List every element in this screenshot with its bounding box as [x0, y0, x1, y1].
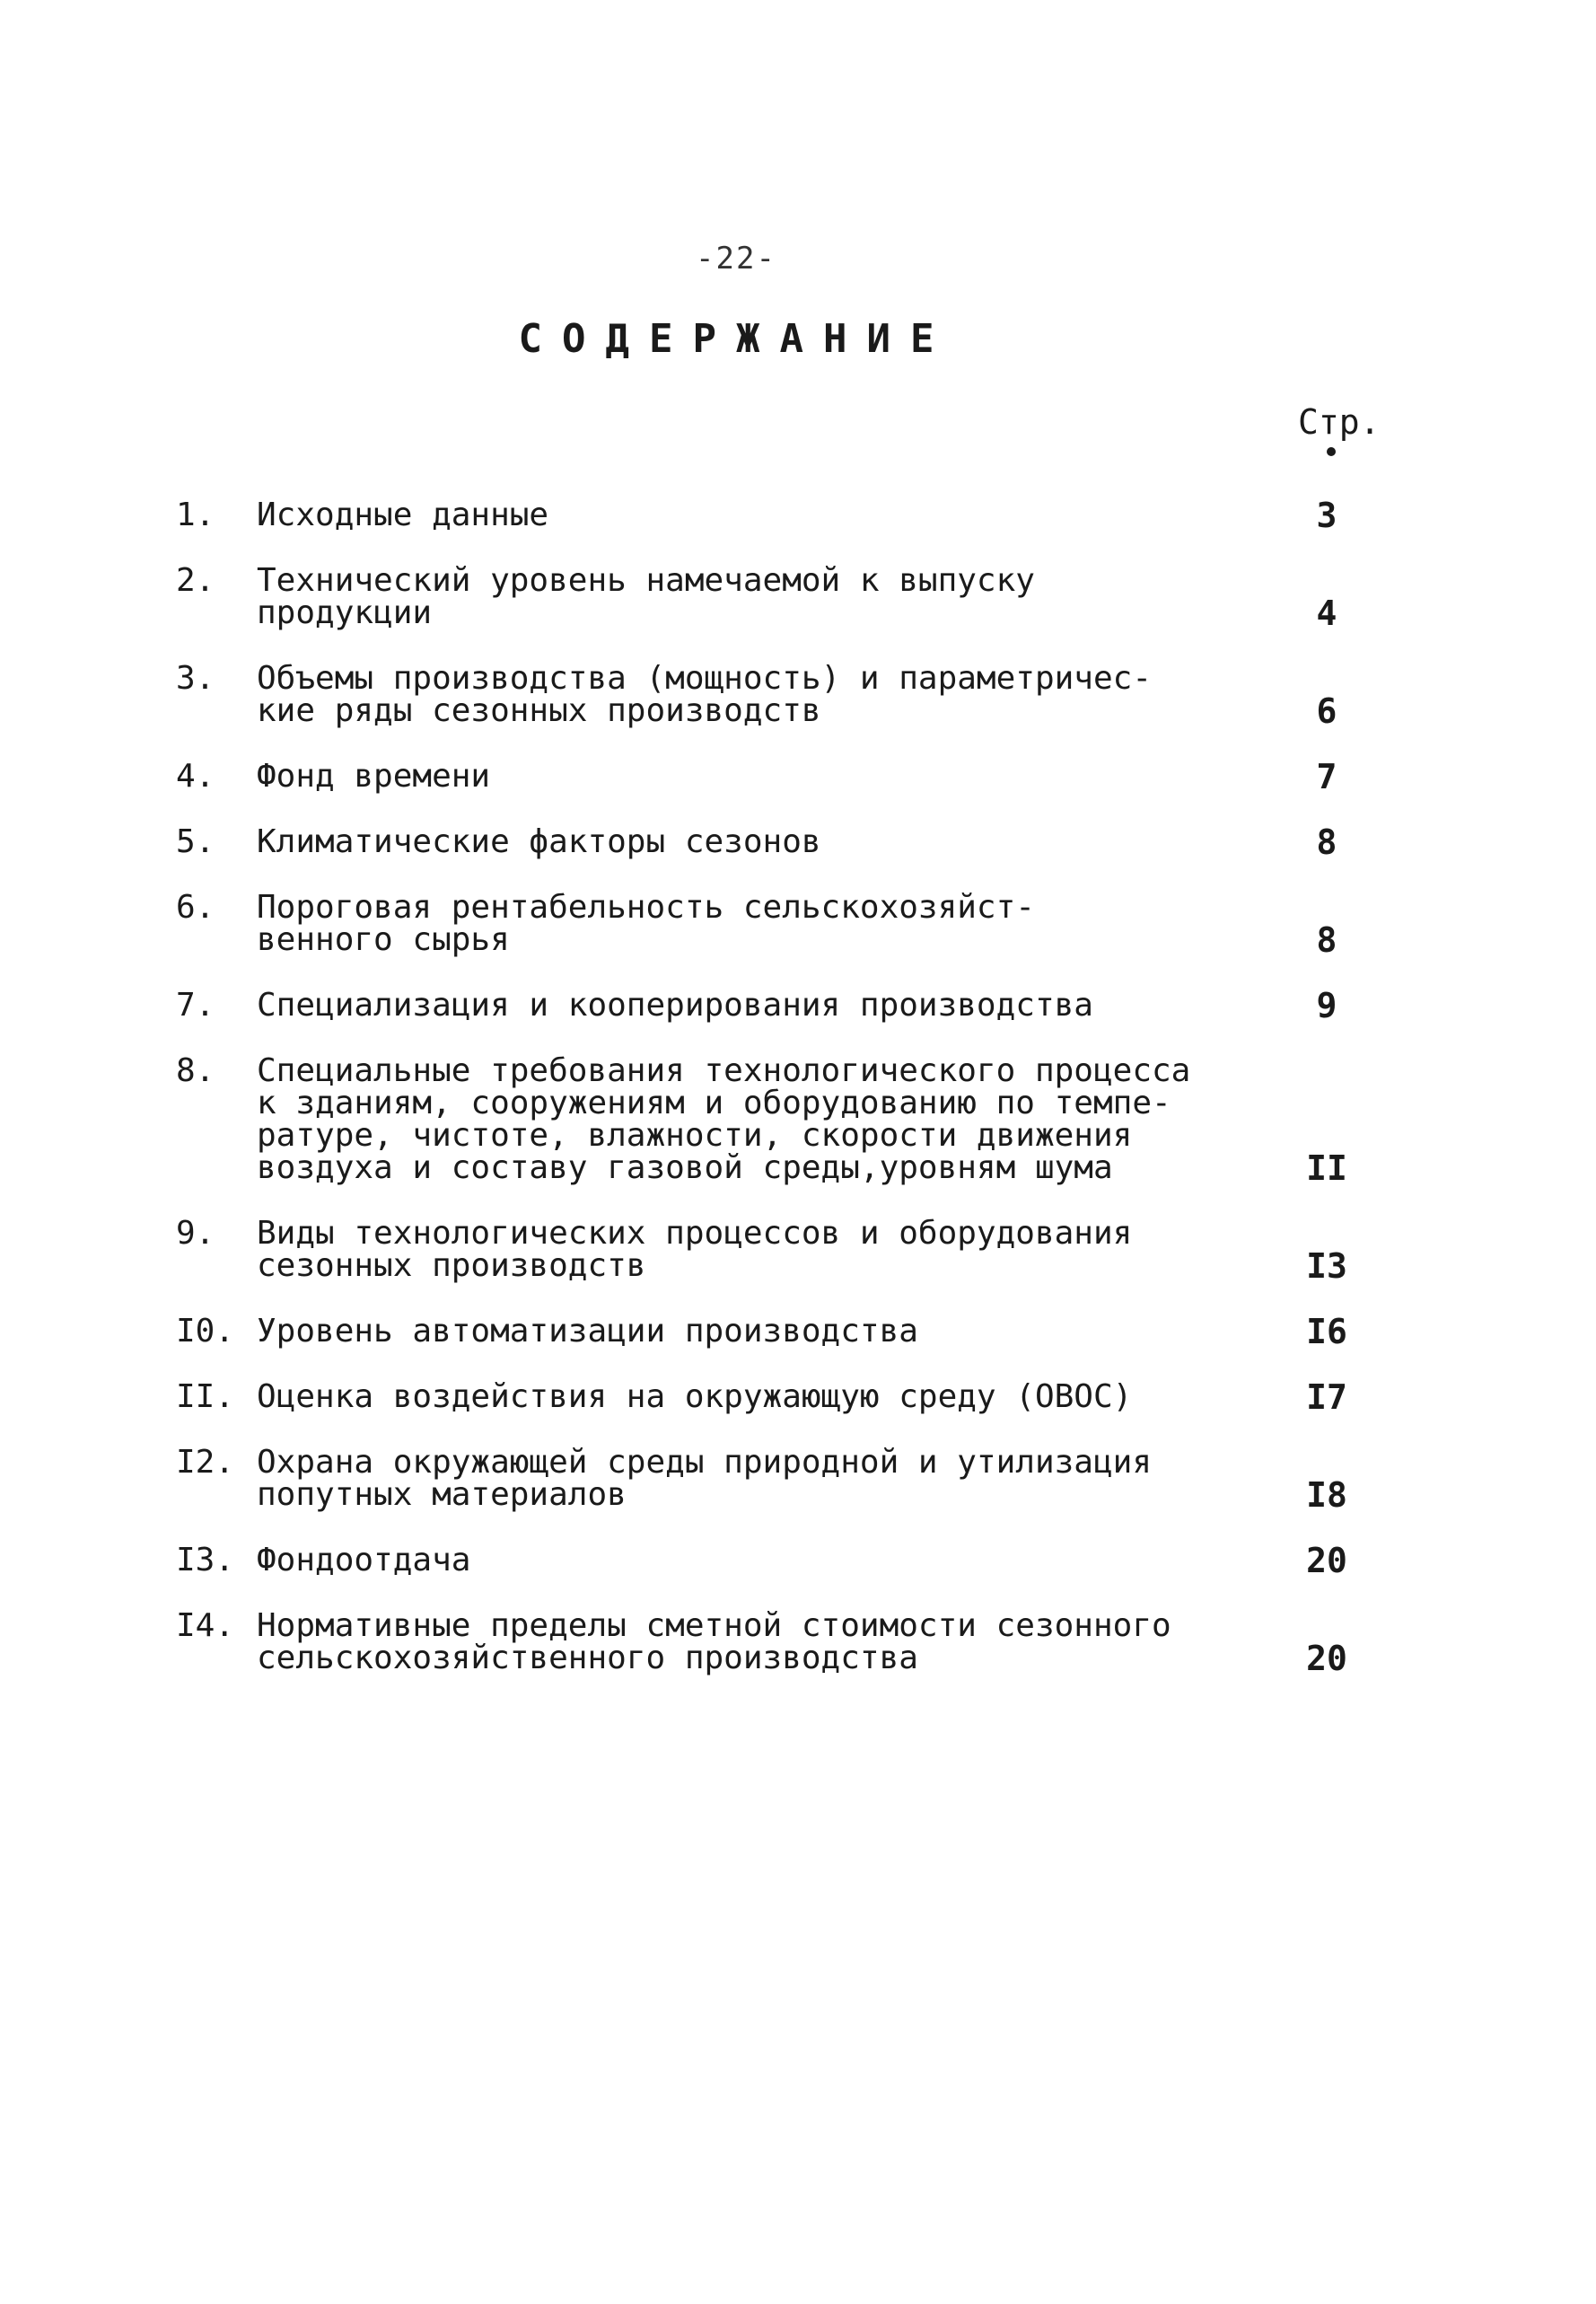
toc-entry-page: 20: [1306, 1541, 1347, 1580]
toc-entry-number: 7.: [176, 987, 215, 1024]
toc-entry-page: 20: [1306, 1639, 1347, 1678]
toc-entry-page: II: [1306, 1148, 1347, 1188]
toc-entry-number: I0.: [176, 1313, 235, 1350]
toc-entry-number: 2.: [176, 562, 215, 599]
toc-entry-page: I7: [1306, 1377, 1347, 1417]
toc-entry-page: 7: [1316, 757, 1337, 796]
toc-entry: [0, 660, 1596, 731]
toc-entry-page: I6: [1306, 1312, 1347, 1351]
toc-entry-number: 3.: [176, 660, 215, 697]
toc-entry-page: 9: [1316, 986, 1337, 1025]
toc-entry-page: I3: [1306, 1246, 1347, 1286]
toc-entry-number: I2.: [176, 1444, 235, 1481]
toc-entry: [0, 1312, 1596, 1351]
toc-entry-title: Специальные требования технологического процесса к зданиям, сооружениям и оборудованию по темпе- ратуре, чистоте, влажности, скорости движения воздуха и составу газовой среды,уровням шума: [257, 1052, 1191, 1186]
toc-entry-number: 6.: [176, 889, 215, 926]
toc-entry: [0, 1444, 1596, 1515]
toc-entry-title: Технический уровень намечаемой к выпуску продукции: [257, 562, 1035, 631]
toc-entry-page: 8: [1316, 920, 1337, 960]
toc-entry: [0, 496, 1596, 535]
dot-mark: [1327, 447, 1336, 456]
toc-entry-number: I4.: [176, 1607, 235, 1644]
page-title: СОДЕРЖАНИЕ: [518, 316, 954, 362]
toc-entry-page: I8: [1306, 1475, 1347, 1515]
toc-entry-number: II.: [176, 1378, 235, 1415]
table-of-contents: [0, 496, 1596, 1708]
toc-entry-title: Фондоотдача: [257, 1542, 471, 1579]
toc-entry-title: Охрана окружающей среды природной и утилизация попутных материалов: [257, 1444, 1152, 1513]
toc-entry: [0, 822, 1596, 862]
toc-entry-title: Оценка воздействия на окружающую среду (ОВОС): [257, 1378, 1133, 1415]
toc-entry: [0, 1541, 1596, 1580]
toc-entry-title: Объемы производства (мощность) и параметричес- кие ряды сезонных производств: [257, 660, 1152, 729]
toc-entry-page: 4: [1316, 594, 1337, 633]
toc-entry: [0, 889, 1596, 960]
toc-entry-page: 6: [1316, 691, 1337, 731]
toc-entry-number: 5.: [176, 823, 215, 860]
page-column-header: Стр.: [1298, 402, 1381, 442]
toc-entry-number: I3.: [176, 1542, 235, 1579]
toc-entry: [0, 1607, 1596, 1678]
toc-entry: [0, 1052, 1596, 1188]
toc-entry: [0, 562, 1596, 633]
toc-entry-title: Исходные данные: [257, 497, 549, 533]
toc-entry-title: Виды технологических процессов и оборудования сезонных производств: [257, 1215, 1133, 1284]
toc-entry-number: 9.: [176, 1215, 215, 1252]
toc-entry-title: Климатические факторы сезонов: [257, 823, 821, 860]
toc-entry-page: 3: [1316, 496, 1337, 535]
toc-entry-number: 1.: [176, 497, 215, 533]
toc-entry-number: 4.: [176, 758, 215, 795]
toc-entry: [0, 1377, 1596, 1417]
toc-entry: [0, 757, 1596, 796]
page-number: -22-: [696, 241, 776, 277]
toc-entry-title: Уровень автоматизации производства: [257, 1313, 918, 1350]
toc-entry-page: 8: [1316, 822, 1337, 862]
toc-entry: [0, 986, 1596, 1025]
toc-entry-title: Фонд времени: [257, 758, 491, 795]
toc-entry-title: Специализация и кооперирования производства: [257, 987, 1093, 1024]
toc-entry-title: Пороговая рентабельность сельскохозяйст- венного сырья: [257, 889, 1035, 958]
toc-entry-title: Нормативные пределы сметной стоимости сезонного сельскохозяйственного производства: [257, 1607, 1171, 1676]
toc-entry: [0, 1215, 1596, 1286]
toc-entry-number: 8.: [176, 1052, 215, 1089]
